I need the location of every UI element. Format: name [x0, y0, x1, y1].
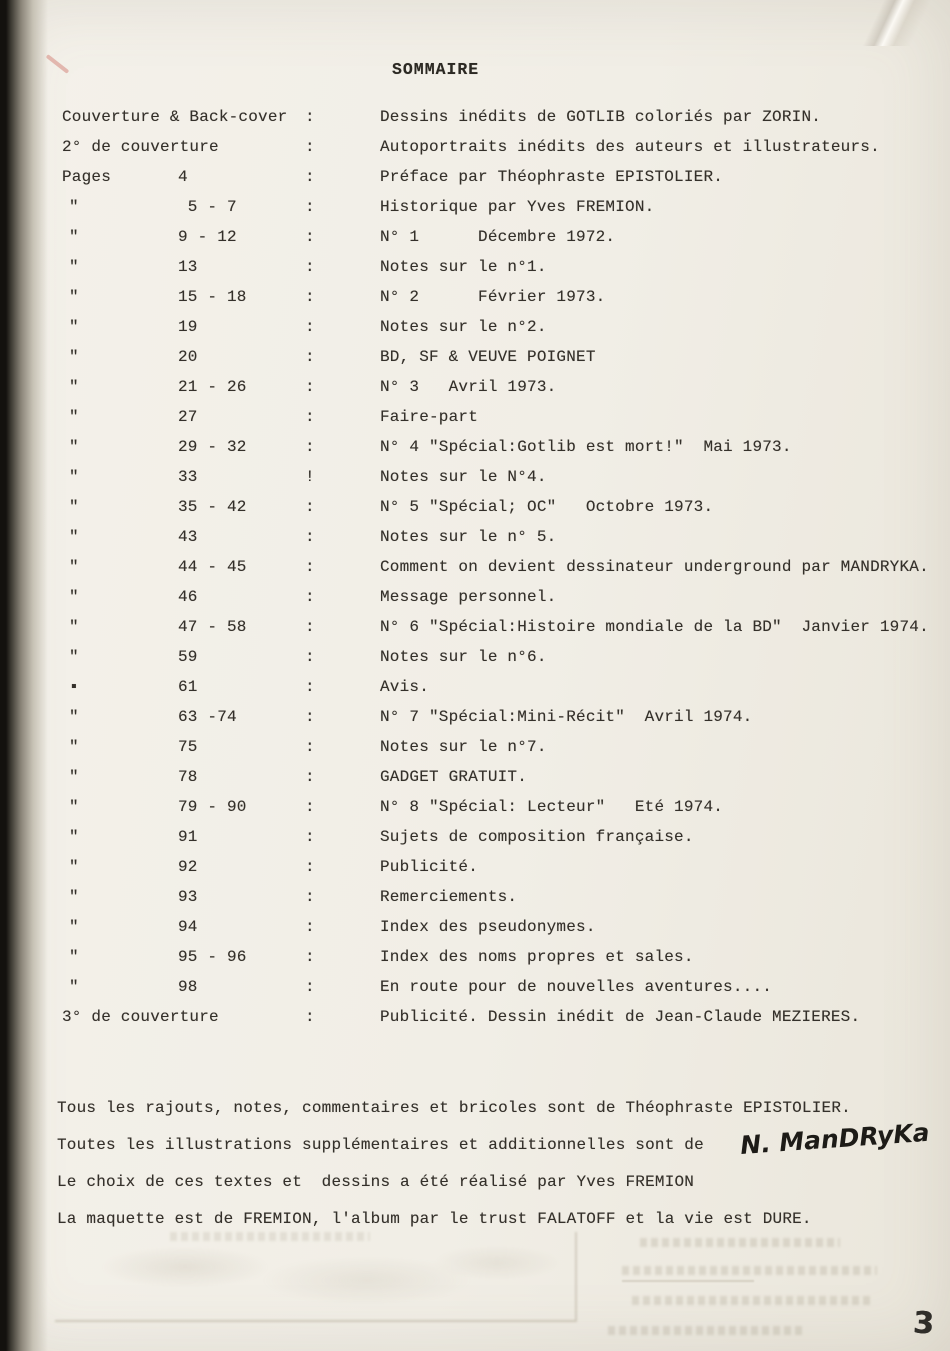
- toc-row-pages: 20: [178, 348, 198, 366]
- toc-row-separator: :: [305, 198, 315, 216]
- toc-row: [0, 1002, 950, 1032]
- toc-row-description: Préface par Théophraste EPISTOLIER.: [380, 168, 724, 186]
- toc-row-description: Notes sur le n°1.: [380, 258, 547, 276]
- bleedthrough-line: [632, 1296, 870, 1305]
- toc-row-pages: 29 - 32: [178, 438, 247, 456]
- toc-row-description: Notes sur le n°2.: [380, 318, 547, 336]
- toc-row-separator: :: [305, 618, 315, 636]
- toc-row-pages: 44 - 45: [178, 558, 247, 576]
- toc-row-pages: 91: [178, 828, 198, 846]
- toc-row-description: GADGET GRATUIT.: [380, 768, 528, 786]
- toc-row-pages: 92: [178, 858, 198, 876]
- toc-row-pages: 43: [178, 528, 198, 546]
- toc-row-description: Notes sur le n° 5.: [380, 528, 557, 546]
- toc-row-pages: [178, 102, 305, 132]
- toc-row: [0, 612, 950, 642]
- toc-row-pages: 19: [178, 318, 198, 336]
- toc-row: [0, 312, 950, 342]
- toc-row-separator: :: [305, 858, 315, 876]
- toc-row-separator: :: [305, 978, 315, 996]
- toc-row-separator: :: [305, 918, 315, 936]
- toc-row-label: ": [69, 288, 79, 306]
- toc-row-description: Notes sur le n°7.: [380, 738, 547, 756]
- toc-row-description: Remerciements.: [380, 888, 518, 906]
- toc-row-label: ": [69, 558, 79, 576]
- toc-row: [0, 402, 950, 432]
- toc-row-label: Pages: [62, 168, 112, 186]
- toc-row-description: N° 8 "Spécial: Lecteur" Eté 1974.: [380, 798, 724, 816]
- toc-row-separator: :: [305, 558, 315, 576]
- bleedthrough-underline: [622, 1280, 754, 1282]
- toc-row-description: BD, SF & VEUVE POIGNET: [380, 348, 596, 366]
- toc-row-separator: :: [305, 408, 315, 426]
- toc-row-label: ": [69, 978, 79, 996]
- toc-row-label: ": [69, 348, 79, 366]
- toc-row-description: Notes sur le n°6.: [380, 648, 547, 666]
- toc-row-label: ": [69, 378, 79, 396]
- toc-row-label: ": [69, 528, 79, 546]
- toc-row: [0, 432, 950, 462]
- toc-row-label: ": [69, 918, 79, 936]
- toc-row-separator: :: [305, 168, 315, 186]
- toc-row-description: N° 2 Février 1973.: [380, 288, 606, 306]
- toc-row: [0, 372, 950, 402]
- colophon-line: Le choix de ces textes et dessins a été réalisé par Yves FREMION: [57, 1173, 695, 1191]
- toc-row-pages: 94: [178, 918, 198, 936]
- colophon: [57, 1090, 940, 1238]
- toc-row-separator: :: [305, 228, 315, 246]
- toc-row-label: Couverture & Back-cover: [62, 108, 288, 126]
- toc-row-separator: :: [305, 498, 315, 516]
- toc-row: [0, 342, 950, 372]
- toc-row-separator: :: [305, 1008, 315, 1026]
- toc-row-pages: 75: [178, 738, 198, 756]
- toc-row-description: Dessins inédits de GOTLIB coloriés par ZORIN.: [380, 108, 822, 126]
- bleedthrough-line: [170, 1232, 370, 1241]
- toc-row-description: Avis.: [380, 678, 430, 696]
- toc-row-description: N° 5 "Spécial; OC" Octobre 1973.: [380, 498, 714, 516]
- toc-row-pages: 63 -74: [178, 708, 237, 726]
- toc-row-label: ": [69, 888, 79, 906]
- toc-row-description: N° 3 Avril 1973.: [380, 378, 557, 396]
- toc-row: [0, 282, 950, 312]
- colophon-line: La maquette est de FREMION, l'album par le trust FALATOFF et la vie est DURE.: [57, 1210, 812, 1228]
- toc-row-pages: 93: [178, 888, 198, 906]
- toc-row-separator: :: [305, 948, 315, 966]
- toc-row: [0, 192, 950, 222]
- toc-row-description: Message personnel.: [380, 588, 557, 606]
- colophon-line: Toutes les illustrations supplémentaires et additionnelles sont de: [57, 1136, 704, 1154]
- toc-row-label: ": [69, 738, 79, 756]
- toc-row: [0, 822, 950, 852]
- toc-row-pages: 35 - 42: [178, 498, 247, 516]
- toc-row-label: ▪: [69, 678, 79, 696]
- toc-row-pages: 21 - 26: [178, 378, 247, 396]
- toc-row: [0, 672, 950, 702]
- toc-row-separator: :: [305, 588, 315, 606]
- toc-row-pages: 13: [178, 258, 198, 276]
- toc-row: [0, 852, 950, 882]
- toc-row-description: Publicité. Dessin inédit de Jean-Claude MEZIERES.: [380, 1008, 861, 1026]
- toc-row-separator: :: [305, 768, 315, 786]
- page-title: SOMMAIRE: [392, 60, 480, 79]
- toc-row-pages: 4: [178, 168, 188, 186]
- bleedthrough-line: [608, 1326, 803, 1335]
- toc-row-label: ": [69, 798, 79, 816]
- toc-row: [0, 102, 950, 132]
- toc-row-separator: :: [305, 318, 315, 336]
- toc-row-description: Faire-part: [380, 408, 479, 426]
- toc-row-label: ": [69, 708, 79, 726]
- toc-row-pages: 9 - 12: [178, 228, 237, 246]
- toc-row: [0, 972, 950, 1002]
- toc-row-label: ": [69, 438, 79, 456]
- toc-row-label: ": [69, 618, 79, 636]
- toc-row-label: ": [69, 858, 79, 876]
- toc-row-separator: :: [305, 288, 315, 306]
- toc-row-separator: :: [305, 348, 315, 366]
- toc-row-label: 3° de couverture: [62, 1008, 219, 1026]
- toc-row-separator: :: [305, 528, 315, 546]
- toc-row-description: N° 7 "Spécial:Mini-Récit" Avril 1974.: [380, 708, 753, 726]
- bleedthrough-panel: [55, 1232, 577, 1322]
- toc-row-label: ": [69, 198, 79, 216]
- toc-row-separator: !: [305, 468, 315, 486]
- toc-row-pages: 46: [178, 588, 198, 606]
- toc-row-pages: 59: [178, 648, 198, 666]
- toc-row-separator: :: [305, 738, 315, 756]
- toc-row: [0, 642, 950, 672]
- toc-row: [0, 552, 950, 582]
- toc-row-pages: 5 - 7: [178, 198, 237, 216]
- toc-row-description: Comment on devient dessinateur underground par MANDRYKA.: [380, 558, 929, 576]
- toc-row-pages: [178, 1002, 305, 1032]
- toc-row-description: Notes sur le N°4.: [380, 468, 547, 486]
- colophon-line: Tous les rajouts, notes, commentaires et bricoles sont de Théophraste EPISTOLIER.: [57, 1099, 851, 1117]
- page-number: 3: [912, 1305, 935, 1342]
- toc-row: [0, 882, 950, 912]
- toc-row-separator: :: [305, 648, 315, 666]
- toc-row-description: Index des pseudonymes.: [380, 918, 596, 936]
- toc-row: [0, 732, 950, 762]
- toc-row-pages: 79 - 90: [178, 798, 247, 816]
- toc-row-pages: 27: [178, 408, 198, 426]
- toc-row-separator: :: [305, 888, 315, 906]
- toc-row-separator: :: [305, 828, 315, 846]
- toc-row: [0, 252, 950, 282]
- toc-row-pages: [178, 132, 305, 162]
- toc-row-pages: 47 - 58: [178, 618, 247, 636]
- toc-row-label: 2° de couverture: [62, 138, 219, 156]
- table-of-contents: [0, 102, 950, 1032]
- toc-row-label: ": [69, 498, 79, 516]
- toc-row-label: ": [69, 318, 79, 336]
- bleedthrough-line: [640, 1238, 840, 1247]
- toc-row-label: ": [69, 828, 79, 846]
- toc-row: [0, 582, 950, 612]
- toc-row-pages: 15 - 18: [178, 288, 247, 306]
- toc-row-label: ": [69, 588, 79, 606]
- toc-row: [0, 702, 950, 732]
- toc-row-description: Sujets de composition française.: [380, 828, 694, 846]
- toc-row-separator: :: [305, 798, 315, 816]
- toc-row-description: Historique par Yves FREMION.: [380, 198, 655, 216]
- toc-row: [0, 912, 950, 942]
- toc-row-description: N° 1 Décembre 1972.: [380, 228, 616, 246]
- toc-row-label: ": [69, 228, 79, 246]
- pink-scratch-mark: [46, 54, 70, 74]
- toc-row: [0, 462, 950, 492]
- toc-row-label: ": [69, 948, 79, 966]
- toc-row-description: N° 6 "Spécial:Histoire mondiale de la BD" Janvier 1974.: [380, 618, 929, 636]
- toc-row-pages: 61: [178, 678, 198, 696]
- toc-row-label: ": [69, 258, 79, 276]
- toc-row-separator: :: [305, 138, 315, 156]
- toc-row-pages: 95 - 96: [178, 948, 247, 966]
- toc-row: [0, 792, 950, 822]
- toc-row-description: En route pour de nouvelles aventures....: [380, 978, 773, 996]
- toc-row-label: ": [69, 468, 79, 486]
- toc-row-separator: :: [305, 378, 315, 396]
- toc-row-separator: :: [305, 108, 315, 126]
- toc-row: [0, 492, 950, 522]
- toc-row-label: ": [69, 768, 79, 786]
- toc-row: [0, 762, 950, 792]
- toc-row-description: Autoportraits inédits des auteurs et illustrateurs.: [380, 138, 880, 156]
- toc-row: [0, 162, 950, 192]
- toc-row-pages: 78: [178, 768, 198, 786]
- toc-row: [0, 522, 950, 552]
- toc-row-separator: :: [305, 708, 315, 726]
- toc-row: [0, 222, 950, 252]
- toc-row-description: Publicité.: [380, 858, 479, 876]
- toc-row-label: ": [69, 648, 79, 666]
- toc-row-separator: :: [305, 258, 315, 276]
- toc-row-description: Index des noms propres et sales.: [380, 948, 694, 966]
- bleedthrough-line: [622, 1266, 877, 1275]
- toc-row-label: ": [69, 408, 79, 426]
- corner-fold: [830, 0, 950, 46]
- toc-row-separator: :: [305, 678, 315, 696]
- toc-row: [0, 132, 950, 162]
- toc-row: [0, 942, 950, 972]
- toc-row-pages: 33: [178, 468, 198, 486]
- toc-row-separator: :: [305, 438, 315, 456]
- handwritten-signature: N. ManDRyKa: [739, 1117, 931, 1160]
- toc-row-description: N° 4 "Spécial:Gotlib est mort!" Mai 1973.: [380, 438, 792, 456]
- toc-row-pages: 98: [178, 978, 198, 996]
